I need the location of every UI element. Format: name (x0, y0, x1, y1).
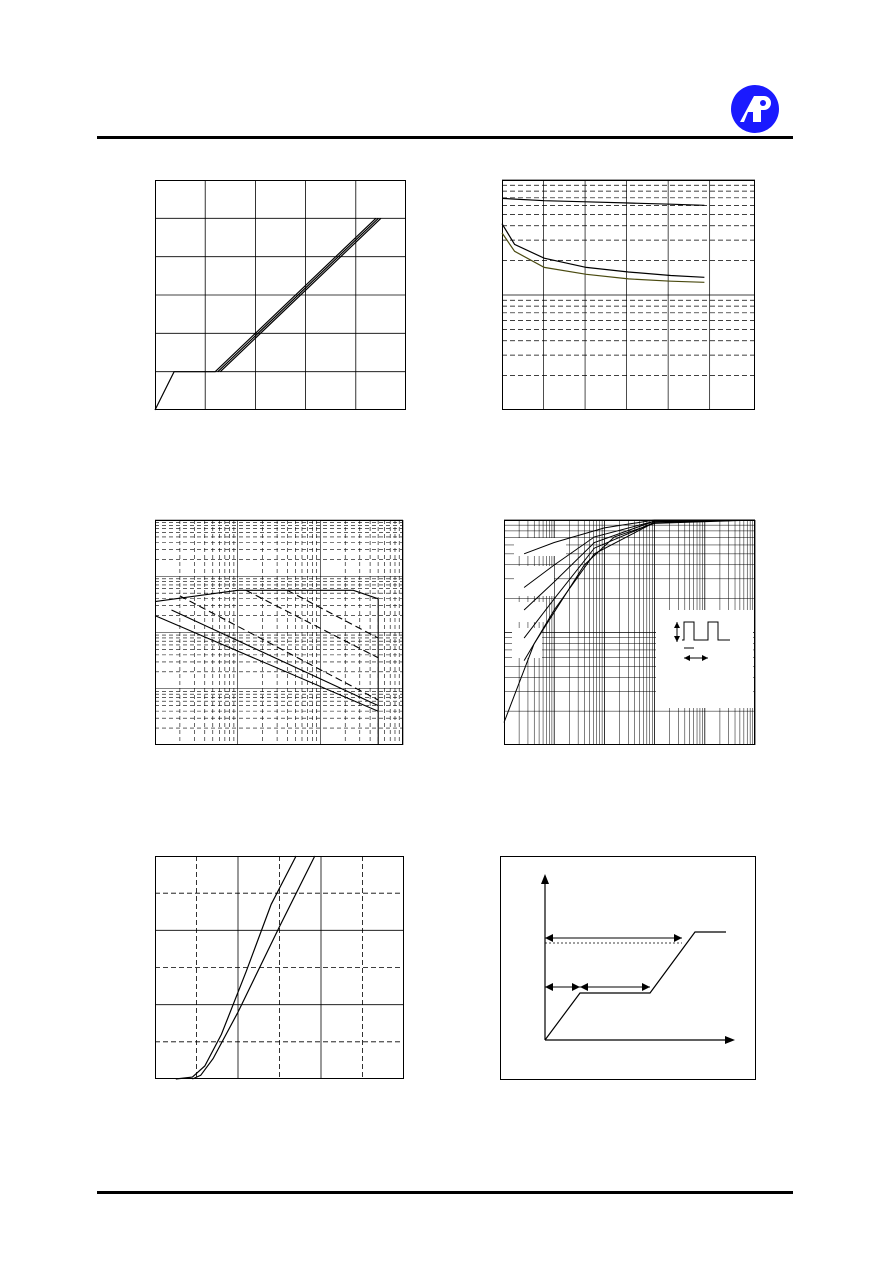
x-axis-arrow (725, 1036, 735, 1044)
chart-6-svg (500, 856, 756, 1080)
legend-blank-4 (512, 628, 542, 658)
chart-5-svg (155, 856, 404, 1079)
series-line-middle (502, 224, 704, 278)
series-line-limit (155, 590, 378, 745)
legend-blank-1 (514, 538, 566, 556)
series-line-pulse-1 (180, 596, 378, 700)
qgs-arrowhead-left (545, 983, 553, 991)
company-logo (730, 84, 780, 134)
logo-p-hole (760, 100, 766, 106)
plot-frame (501, 857, 756, 1080)
chart-3-svg (155, 520, 403, 745)
chart-1-svg (155, 180, 406, 410)
total-arrowhead-right (674, 934, 682, 942)
top-rule (97, 136, 793, 139)
chart-3 (155, 520, 403, 745)
y-axis-arrow (541, 874, 549, 884)
series-line-pulse-2 (155, 616, 378, 712)
chart-2 (502, 180, 755, 410)
legend-blank-2 (514, 566, 554, 596)
chart-5 (155, 856, 404, 1079)
bottom-rule (97, 1191, 793, 1194)
series-line-s1 (155, 218, 376, 410)
qgd-arrowhead-left (580, 983, 588, 991)
chart-6 (500, 856, 756, 1080)
qgs-arrowhead-right (572, 983, 580, 991)
chart-4-svg (504, 520, 755, 745)
total-arrowhead-left (545, 934, 553, 942)
chart-4 (504, 520, 755, 745)
series-line-pulse-5 (287, 590, 378, 638)
series-line-upper (502, 198, 704, 205)
qgd-arrowhead-right (642, 983, 650, 991)
chart-2-svg (502, 180, 755, 410)
chart-1 (155, 180, 406, 410)
